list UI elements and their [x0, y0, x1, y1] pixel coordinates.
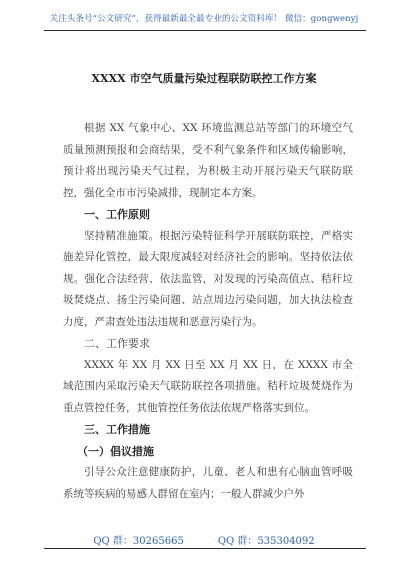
- footer-qq-group-1: QQ 群：30265665: [93, 536, 184, 547]
- document-title: XXXX 市空气质量污染过程联防联控工作方案: [91, 72, 317, 85]
- intro-paragraph: 根据 XX 气象中心、XX 环境监测总站等部门的环境空气质量预测预报和会商结果，受不利气象条件和区域传输影响，预计将出现污染天气过程，为积极主动开展污染天气联防联控，强化全市市污染减排，现制定本方案。: [63, 122, 353, 199]
- principles-paragraph: 坚持精准施策。根据污染特征科学开展联防联控，严格实施差异化管控，最大限度减轻对经济社会的影响。坚持依法依规。强化合法经营、依法监管，对发现的污染高值点、秸秆垃圾焚烧点、扬尘污染问题、站点周边污染问题，加大执法检查力度，严肃查处违法违规和恶意污染行为。: [63, 229, 353, 328]
- footer-divider: [44, 548, 366, 549]
- subsection-heading-initiatives: （一）倡议措施: [77, 444, 154, 458]
- header-promo-note: 关注头条号“公文研究”，获得最新最全最专业的公文资料库！ 微信：gongwenyj: [49, 14, 359, 24]
- footer-qq-group-2: QQ 群：535304092: [217, 536, 315, 547]
- section-heading-requirements: 二、工作要求: [84, 337, 150, 350]
- requirements-paragraph: XXXX 年 XX 月 XX 日至 XX 月 XX 日，在 XXXX 市全域范围内采取污染天气联防联控各项措施。秸秆垃圾焚烧作为重点管控任务，其他管控任务依法依规严格落实到位。: [63, 358, 353, 414]
- section-heading-measures: 三、工作措施: [84, 423, 150, 436]
- footer-contact: [0, 532, 408, 547]
- section-heading-principles: 一、工作原则: [84, 208, 150, 221]
- header-divider: [44, 30, 366, 31]
- document-body: [63, 118, 353, 505]
- initiatives-paragraph: 引导公众注意健康防护，儿童、老人和患有心脑血管呼吸系统等疾病的易感人群留在室内；一般人群减少户外: [63, 466, 353, 500]
